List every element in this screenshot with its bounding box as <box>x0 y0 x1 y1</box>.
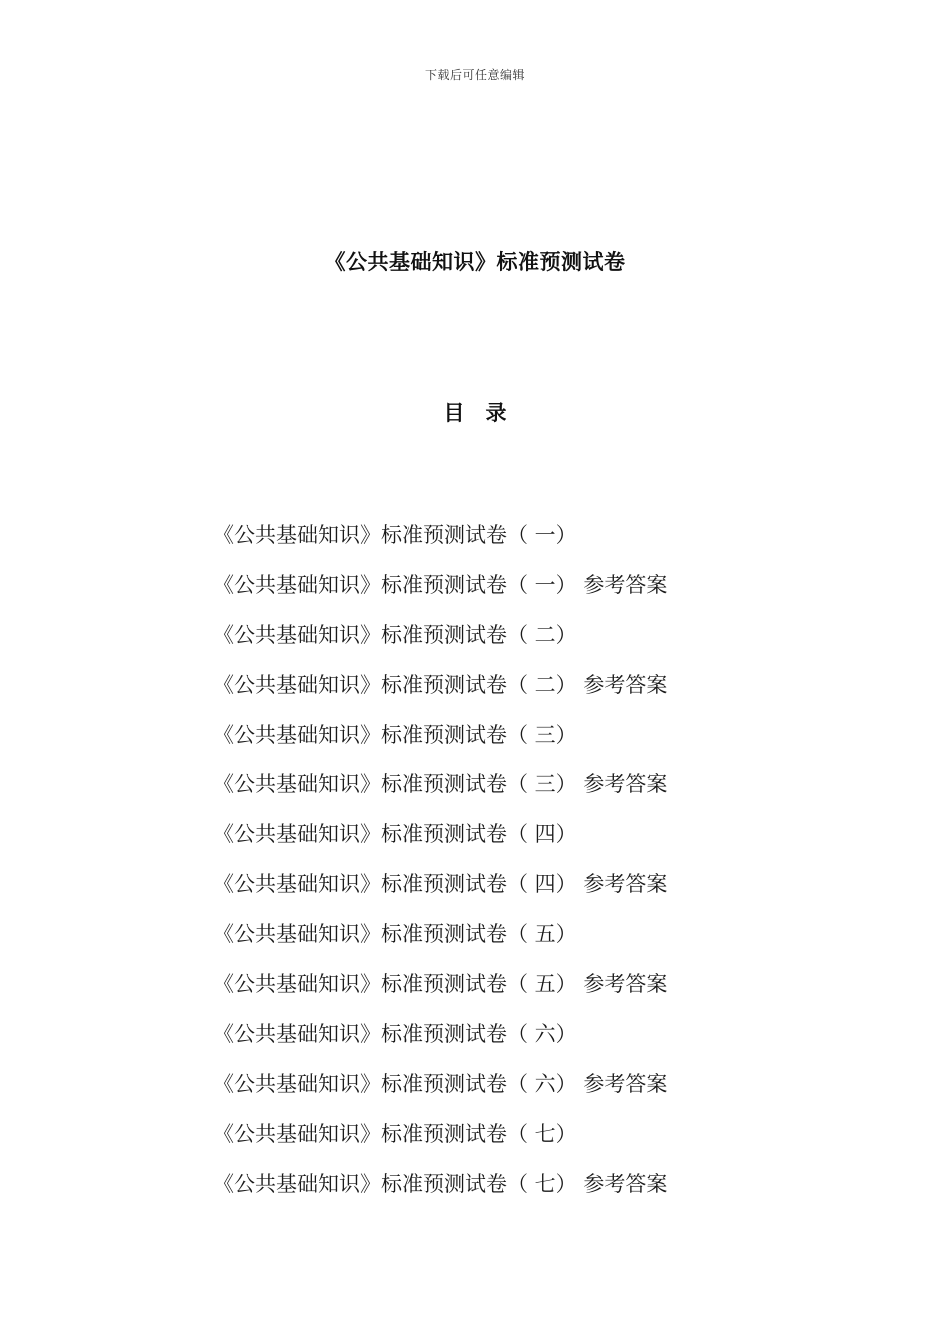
toc-item-exam-3[interactable]: 《公共基础知识》标准预测试卷（ 三） <box>213 722 577 747</box>
table-of-contents <box>213 519 667 1217</box>
toc-item-exam-2[interactable]: 《公共基础知识》标准预测试卷（ 二） <box>213 622 577 647</box>
toc-item-exam-6[interactable]: 《公共基础知识》标准预测试卷（ 六） <box>213 1021 577 1046</box>
toc-item-exam-7-answers[interactable]: 《公共基础知识》标准预测试卷（ 七） 参考答案 <box>213 1171 668 1196</box>
toc-item-exam-2-answers[interactable]: 《公共基础知识》标准预测试卷（ 二） 参考答案 <box>213 672 668 697</box>
toc-item-exam-1[interactable]: 《公共基础知识》标准预测试卷（ 一） <box>213 523 577 547</box>
toc-item-exam-4-answers[interactable]: 《公共基础知识》标准预测试卷（ 四） 参考答案 <box>213 872 668 897</box>
toc-heading: 目 录 <box>443 400 507 425</box>
toc-item-exam-7[interactable]: 《公共基础知识》标准预测试卷（ 七） <box>213 1121 577 1146</box>
header-note: 下载后可任意编辑 <box>424 68 525 82</box>
toc-item-exam-1-answers[interactable]: 《公共基础知识》标准预测试卷（ 一） 参考答案 <box>213 572 668 597</box>
toc-item-exam-3-answers[interactable]: 《公共基础知识》标准预测试卷（ 三） 参考答案 <box>213 772 668 797</box>
toc-item-exam-4[interactable]: 《公共基础知识》标准预测试卷（ 四） <box>213 822 577 847</box>
toc-item-exam-6-answers[interactable]: 《公共基础知识》标准预测试卷（ 六） 参考答案 <box>213 1071 668 1096</box>
document-title: 《公共基础知识》标准预测试卷 <box>324 249 626 274</box>
toc-item-exam-5[interactable]: 《公共基础知识》标准预测试卷（ 五） <box>213 922 577 947</box>
toc-item-exam-5-answers[interactable]: 《公共基础知识》标准预测试卷（ 五） 参考答案 <box>213 972 668 997</box>
